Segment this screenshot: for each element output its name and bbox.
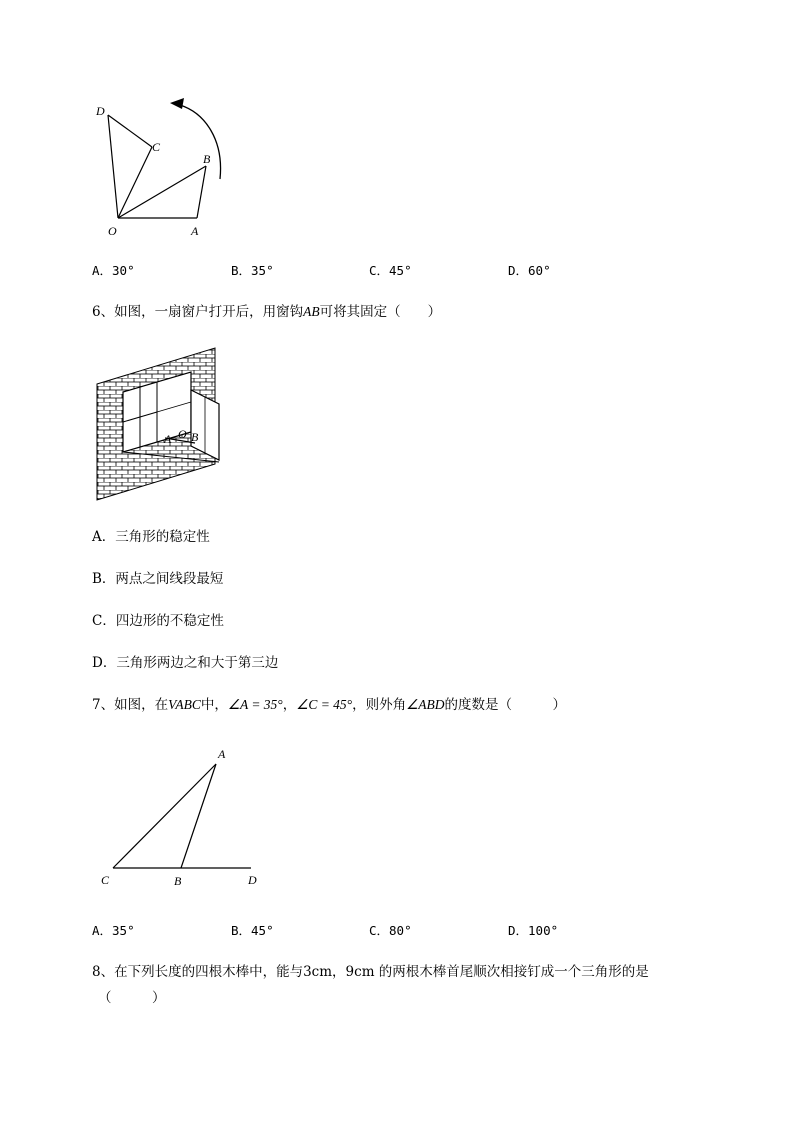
q7-angle-a: ∠A = 35°	[227, 697, 283, 712]
rotation-figure	[90, 95, 240, 240]
window-label-A: A	[164, 432, 172, 446]
q7-angle-abd: ∠ABD	[406, 697, 445, 712]
label-C: C	[152, 140, 161, 154]
tri-label-A: A	[218, 747, 226, 761]
tri-label-C: C	[101, 873, 110, 887]
triangle-figure	[95, 744, 270, 889]
label-B: B	[203, 152, 211, 166]
question-8-line2: （ ）	[98, 990, 166, 1006]
q7-part4: ，则外角	[352, 697, 407, 713]
label-O: O	[108, 224, 117, 238]
q7-angle-c: ∠C = 45°	[296, 697, 353, 712]
q6-option-c: C．四边形的不稳定性	[92, 613, 224, 629]
window-figure	[95, 346, 225, 504]
q5-option-d: D．60°	[508, 263, 551, 278]
q7-option-d: D．100°	[508, 923, 559, 938]
q7-option-b: B．45°	[231, 923, 274, 938]
rotation-arrow	[180, 105, 221, 179]
q7-triangle: VABC	[168, 697, 201, 712]
q7-part2: 中，	[200, 697, 228, 713]
label-A: A	[191, 224, 199, 238]
q7-part5: 的度数是（ ）	[444, 697, 566, 713]
question-7	[92, 696, 566, 714]
q5-option-b: B．35°	[231, 263, 274, 278]
question-8-line1: 8、在下列长度的四根木棒中，能与3cm，9cm 的两根木棒首尾顺次相接钉成一个三角形的是	[92, 964, 649, 980]
arrow-head	[170, 98, 184, 109]
q5-option-a: A．30°	[92, 263, 135, 278]
question-6	[92, 303, 441, 321]
q6-prefix: 6、如图，一扇窗户打开后，用窗钩	[92, 304, 304, 320]
q6-ab: AB	[303, 304, 320, 319]
q7-part3: ，	[282, 697, 297, 713]
q7-part1: 7、如图，在	[92, 697, 169, 713]
q5-option-c: C．45°	[369, 263, 412, 278]
window-label-B: B	[191, 430, 199, 444]
q6-option-d: D．三角形两边之和大于第三边	[92, 655, 279, 671]
window-label-O: O	[178, 427, 187, 441]
q6-option-b: B．两点之间线段最短	[92, 571, 224, 587]
q7-option-a: A．35°	[92, 923, 135, 938]
label-D: D	[96, 104, 105, 118]
tri-label-B: B	[174, 874, 182, 888]
q6-option-a: A．三角形的稳定性	[92, 529, 210, 545]
q6-suffix: 可将其固定（ ）	[319, 304, 442, 320]
tri-label-D: D	[248, 873, 257, 887]
q7-option-c: C．80°	[369, 923, 412, 938]
